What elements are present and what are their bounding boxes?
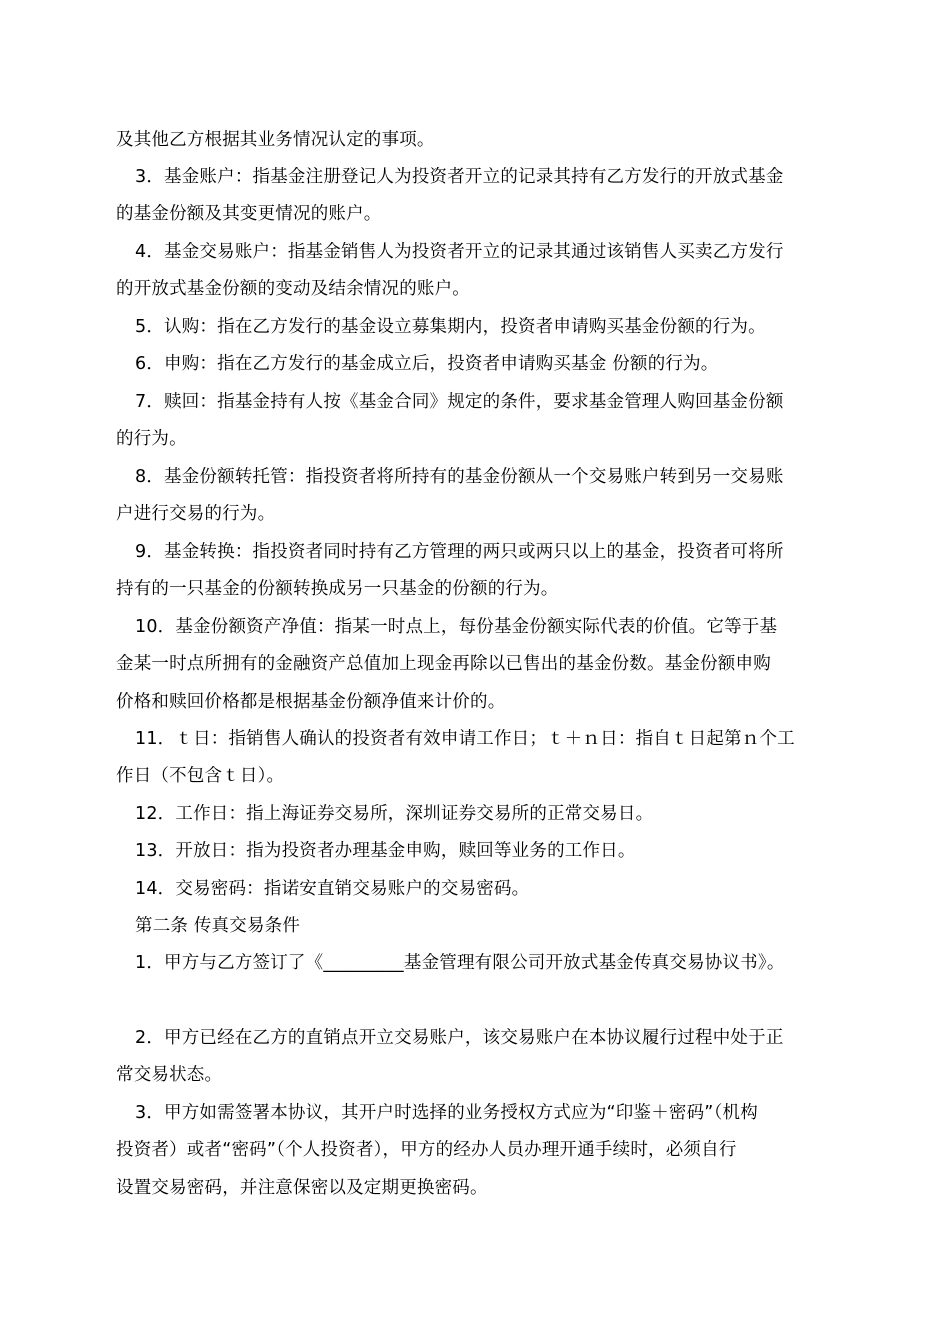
text-line: 9．基金转换：指投资者同时持有乙方管理的两只或两只以上的基金，投资者可将所 bbox=[135, 542, 784, 562]
text-line: 常交易状态。 bbox=[116, 1065, 223, 1085]
text-line: 7．赎回：指基金持有人按《基金合同》规定的条件，要求基金管理人购回基金份额 bbox=[135, 392, 784, 412]
text-line: 10．基金份额资产净值：指某一时点上，每份基金份额实际代表的价值。它等于基 bbox=[135, 617, 778, 637]
text-line: 12．工作日：指上海证券交易所，深圳证券交易所的正常交易日。 bbox=[135, 804, 654, 824]
text-line: 价格和赎回价格都是根据基金份额净值来计价的。 bbox=[116, 692, 506, 712]
text-line: 11．ｔ日：指销售人确认的投资者有效申请工作日；ｔ＋ｎ日：指自ｔ日起第ｎ个工 bbox=[135, 729, 795, 749]
text-line: 4．基金交易账户：指基金销售人为投资者开立的记录其通过该销售人买卖乙方发行 bbox=[135, 242, 784, 262]
text-line: 的开放式基金份额的变动及结余情况的账户。 bbox=[116, 279, 470, 299]
text-line: 设置交易密码，并注意保密以及定期更换密码。 bbox=[116, 1178, 488, 1198]
text-line: 的行为。 bbox=[116, 429, 187, 449]
text-line: 作日（不包含ｔ日）。 bbox=[116, 766, 285, 786]
section-heading: 第二条 传真交易条件 bbox=[135, 916, 301, 936]
text-line: 持有的一只基金的份额转换成另一只基金的份额的行为。 bbox=[116, 579, 559, 599]
text-line: 投资者）或者“密码”（个人投资者），甲方的经办人员办理开通手续时，必须自行 bbox=[116, 1140, 737, 1160]
text-line: 5．认购：指在乙方发行的基金设立募集期内，投资者申请购买基金份额的行为。 bbox=[135, 317, 766, 337]
text-line: 户进行交易的行为。 bbox=[116, 504, 276, 524]
text-line: 8．基金份额转托管：指投资者将所持有的基金份额从一个交易账户转到另一交易账 bbox=[135, 467, 784, 487]
text-line: 6．申购：指在乙方发行的基金成立后，投资者申请购买基金 份额的行为。 bbox=[135, 354, 719, 374]
text-line: 2．甲方已经在乙方的直销点开立交易账户，该交易账户在本协议履行过程中处于正 bbox=[135, 1028, 784, 1048]
text-line: 1．甲方与乙方签订了《_________基金管理有限公司开放式基金传真交易协议书》。 bbox=[135, 953, 785, 973]
text-line: 14．交易密码：指诺安直销交易账户的交易密码。 bbox=[135, 879, 530, 899]
text-line: 及其他乙方根据其业务情况认定的事项。 bbox=[116, 130, 435, 150]
text-line: 3．甲方如需签署本协议，其开户时选择的业务授权方式应为“印鉴＋密码”（机构 bbox=[135, 1103, 758, 1123]
text-line: 3．基金账户：指基金注册登记人为投资者开立的记录其持有乙方发行的开放式基金 bbox=[135, 167, 784, 187]
text-line: 的基金份额及其变更情况的账户。 bbox=[116, 204, 382, 224]
text-line: 金某一时点所拥有的金融资产总值加上现金再除以已售出的基金份数。基金份额申购 bbox=[116, 654, 771, 674]
text-line: 13．开放日：指为投资者办理基金申购，赎回等业务的工作日。 bbox=[135, 841, 636, 861]
